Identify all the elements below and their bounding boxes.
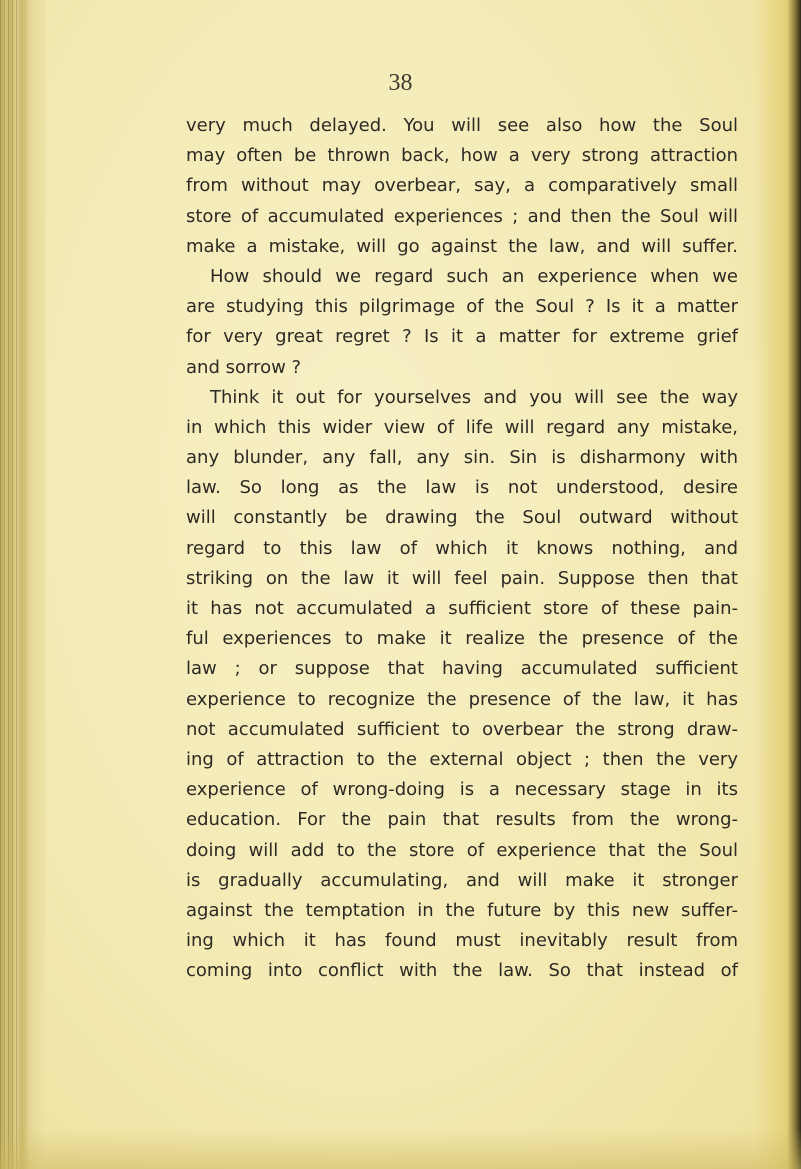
text-line: will constantly be drawing the Soul outward without <box>186 507 738 529</box>
page-right-edge <box>755 0 801 1169</box>
text-line: How should we regard such an experience when we <box>210 265 738 287</box>
text-line: for very great regret ? Is it a matter for extreme grief <box>186 326 738 348</box>
text-line: and sorrow ? <box>186 356 302 378</box>
text-line: regard to this law of which it knows nothing, and <box>186 537 738 559</box>
text-line: store of accumulated experiences ; and then the Soul will <box>186 205 738 227</box>
body-text <box>186 111 738 986</box>
text-line: may often be thrown back, how a very strong attraction <box>186 145 738 167</box>
text-line: it has not accumulated a sufficient store of these pain- <box>186 598 738 619</box>
text-line: experience of wrong-doing is a necessary stage in its <box>186 779 738 801</box>
text-line: striking on the law it will feel pain. Suppose then that <box>186 567 738 589</box>
text-line: ing of attraction to the external object ; then the very <box>186 748 738 770</box>
text-line: doing will add to the store of experience that the Soul <box>186 839 738 861</box>
text-line: ful experiences to make it realize the presence of the <box>186 628 738 650</box>
text-line: are studying this pilgrimage of the Soul ? Is it a matter <box>186 296 738 318</box>
text-line: not accumulated sufficient to overbear the strong draw- <box>186 718 738 740</box>
text-line: against the temptation in the future by this new suffer- <box>186 899 738 921</box>
text-line: very much delayed. You will see also how the Soul <box>186 115 738 136</box>
text-line: law ; or suppose that having accumulated sufficient <box>186 658 738 680</box>
text-line: Think it out for yourselves and you will see the way <box>210 386 738 408</box>
page-gutter <box>0 0 46 1169</box>
text-line: in which this wider view of life will regard any mistake, <box>186 416 738 438</box>
text-line: make a mistake, will go against the law, and will suffer. <box>186 235 738 257</box>
text-line: from without may overbear, say, a comparatively small <box>186 175 738 197</box>
text-line: education. For the pain that results from the wrong- <box>186 809 738 831</box>
text-line: ing which it has found must inevitably result from <box>186 930 738 952</box>
page-bottom-shadow <box>0 1129 801 1169</box>
text-line: coming into conflict with the law. So that instead of <box>186 960 738 982</box>
text-line: experience to recognize the presence of the law, it has <box>186 688 738 710</box>
page-number: 38 <box>388 70 413 96</box>
text-line: is gradually accumulating, and will make it stronger <box>186 869 738 891</box>
text-line: law. So long as the law is not understood, desire <box>186 477 738 499</box>
text-line: any blunder, any fall, any sin. Sin is disharmony with <box>186 447 738 469</box>
